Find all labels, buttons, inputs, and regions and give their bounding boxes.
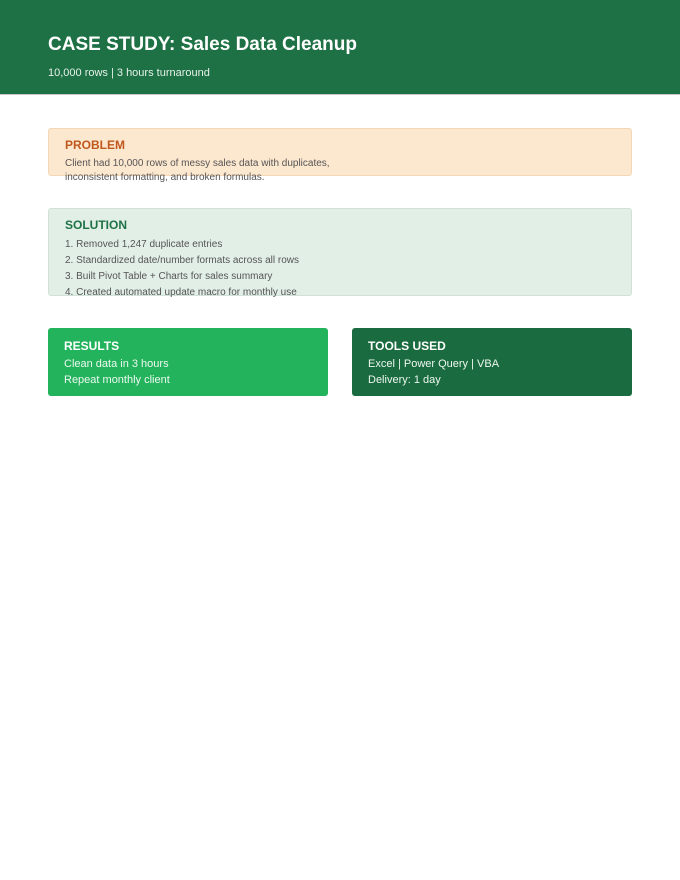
problem-text-line: Client had 10,000 rows of messy sales data with duplicates, — [65, 158, 330, 169]
solution-step: 1. Removed 1,247 duplicate entries — [65, 239, 223, 250]
results-line: Repeat monthly client — [64, 374, 170, 386]
page-title: CASE STUDY: Sales Data Cleanup — [48, 34, 358, 55]
solution-heading: SOLUTION — [65, 218, 127, 232]
header-banner — [0, 0, 680, 95]
problem-heading: PROBLEM — [65, 138, 125, 152]
tools-heading: TOOLS USED — [368, 339, 446, 353]
solution-step: 4. Created automated update macro for monthly use — [65, 287, 297, 298]
solution-step: 2. Standardized date/number formats across all rows — [65, 255, 299, 266]
results-heading: RESULTS — [64, 339, 120, 353]
results-card — [48, 328, 328, 396]
tools-line: Delivery: 1 day — [368, 374, 441, 386]
problem-text-line: inconsistent formatting, and broken formulas. — [65, 172, 265, 183]
tools-card — [352, 328, 632, 396]
tools-line: Excel | Power Query | VBA — [368, 358, 500, 370]
results-line: Clean data in 3 hours — [64, 358, 169, 370]
page-subtitle: 10,000 rows | 3 hours turnaround — [48, 67, 210, 79]
solution-card — [48, 208, 632, 296]
problem-card — [48, 128, 632, 183]
solution-step: 3. Built Pivot Table + Charts for sales summary — [65, 271, 273, 282]
